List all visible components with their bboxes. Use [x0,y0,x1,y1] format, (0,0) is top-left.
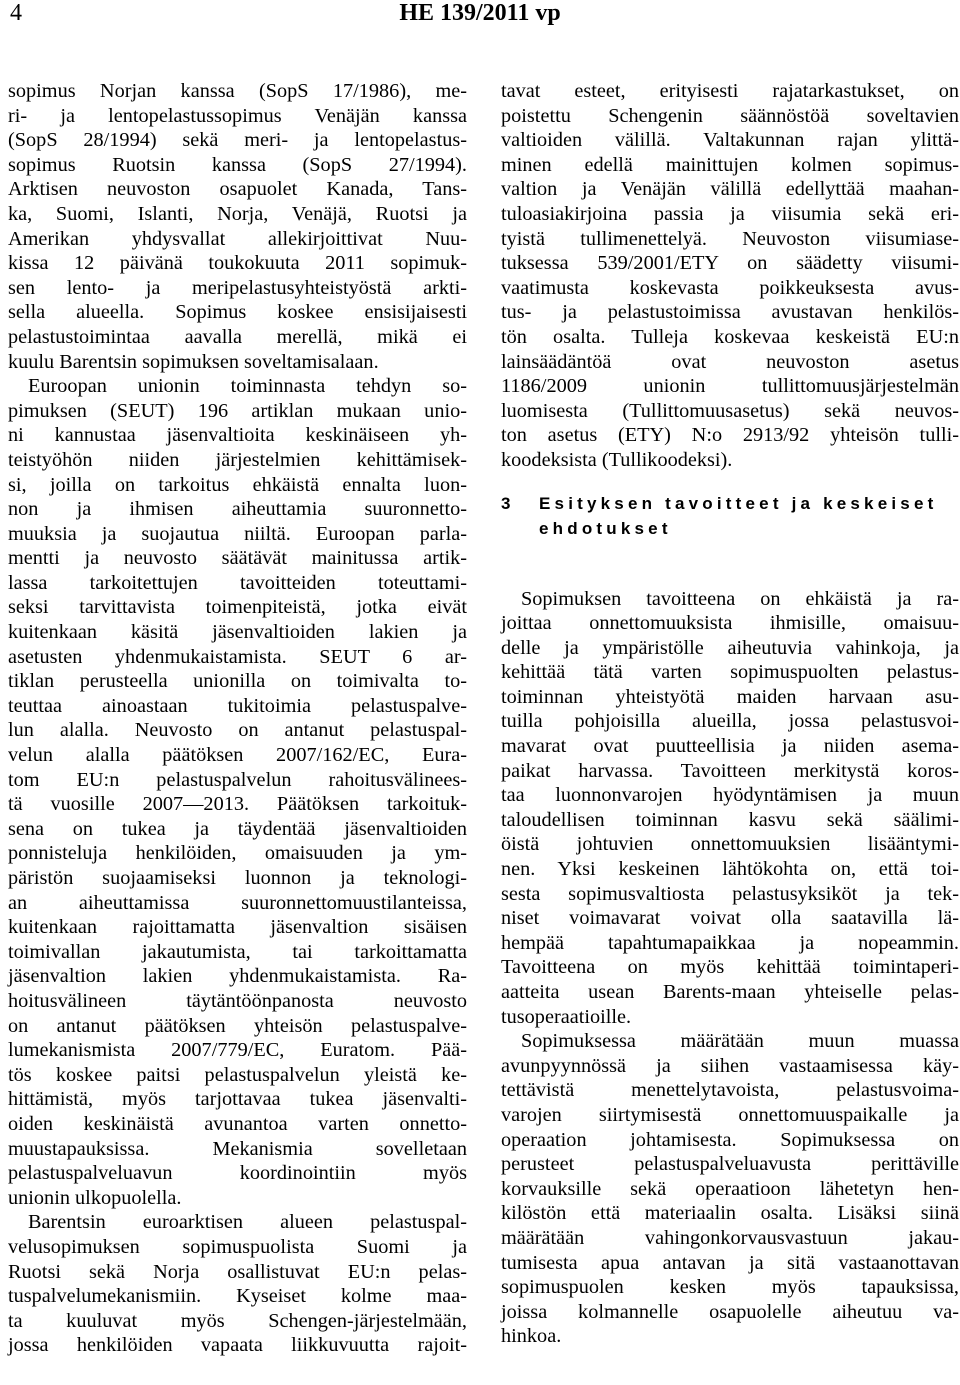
text-line: 1186/2009 unionin tullittomuusjärjestelmän [501,375,959,398]
right-paragraph-2 [501,587,959,1030]
text-line: taloudellisen toiminnan kasvu sekä säälimi- [501,808,959,831]
text-line: korvauksille sekä operaatioon lähetetyn hen- [501,1177,959,1200]
text-line: kissa 12 päivänä toukokuuta 2011 sopimuk- [8,252,467,275]
text-line: si, joilla on tarkoitus ehkäistä ennalta luon- [8,473,467,496]
left-column [8,79,467,1358]
section-title-line-1: Esityksen tavoitteet ja keskeiset [539,493,938,513]
text-line: teuttaa ainoastaan tukitoimia pelastuspalve- [8,694,467,717]
text-line: on antanut päätöksen yhteisön pelastuspalve- [8,1014,467,1037]
text-line: tom EU:n pelastuspalvelun rahoitusvälinees- [8,768,467,791]
text-line: niset voimavarat voivat olla saatavilla lä- [501,907,959,930]
text-line: kuulu Barentsin sopimuksen soveltamisalaan. [8,350,379,373]
text-line: mavarat ovat puutteellisia ja niiden asema- [501,735,959,758]
text-line: ni kannustaa jäsenvaltioita keskinäiseen yh- [8,424,467,447]
text-line: poistettu Schengenin säännöstöä soveltavien [501,104,959,127]
text-line: sopimus Norjan kanssa (SopS 17/1986), me- [8,80,467,102]
text-line: ka, Suomi, Islanti, Norja, Venäjä, Ruotsi ja [8,202,467,225]
text-line: valtioiden välillä. Valtakunnan rajan ylittä- [501,129,959,152]
text-line: nen. Yksi keskeinen lähtökohta on, että toi- [501,858,959,881]
text-line: tös koskee paitsi pelastuspalvelun yleistä ke- [8,1063,467,1086]
section-title-line-2: ehdotukset [539,518,672,538]
text-line: sopimus Ruotsin kanssa (SopS 27/1994). [8,153,467,176]
text-line: ta kuuluvat myös Schengen-järjestelmään, [8,1309,467,1332]
text-line: teistyöhön niiden järjestelmien kehittämisek- [8,448,467,471]
text-line: ri- ja lentopelastussopimus Venäjän kanssa [8,104,467,127]
text-line: sopimuspuolen kesken myös tapauksissa, [501,1276,959,1299]
text-line: delle ja ympäristölle aiheutuvia vahinkoja, ja [501,636,959,659]
right-paragraph-3 [501,1029,959,1349]
text-line: toimivallan jakautumista, tai tarkoittamatta [8,940,467,963]
text-line: hittämistä, myös tarjottavaa tukea jäsenvalti- [8,1088,467,1111]
text-line: toiminnan yhteistyötä maiden harvaan asu- [501,685,959,708]
text-line: ton asetus (ETY) N:o 2913/92 yhteisön tulli- [501,424,959,447]
text-line: ponnisteluja henkilöiden, omaisuuden ja ym- [8,842,467,865]
text-line: sena on tukea ja täydentää jäsenvaltioiden [8,817,467,840]
text-line: lun alalla. Neuvosto on antanut pelastuspal- [8,719,467,742]
text-line: sella alueella. Sopimus koskee ensisijaisesti [8,301,467,324]
text-line: pelastuspalveluavun koordinointiin myös [8,1162,467,1185]
text-line: tumisesta apua antavan ja sitä vastaanottavan [501,1251,959,1274]
text-line: aatteita usean Barents-maan yhteiselle pelas- [501,981,959,1003]
text-line: tuloasiakirjoina passia ja viisumia sekä eri- [501,202,959,225]
text-line: kuitenkaan käsitä jäsenvaltioiden lakien ja [8,621,467,644]
left-column-text [8,79,467,1358]
text-line: koodeksista (Tullikoodeksi). [501,448,733,471]
text-line: pimuksen (SEUT) 196 artiklan mukaan unio- [8,399,467,422]
text-line: Amerikan yhdysvallat allekirjoittivat Nuu- [8,227,467,250]
text-line: tuspalvelumekanismiin. Kyseiset kolme maa- [8,1285,467,1308]
text-line: lassa tarkoitettujen tavoitteiden toteuttami- [8,571,467,594]
text-line: jäsenvaltion lakien yhdenmukaistamista. Ra- [8,965,467,988]
section-number: 3 [501,493,511,513]
text-line: tus- ja pelastustoimissa avustavan henkilös- [501,301,959,324]
text-line: kilöstön että materiaalin osalta. Lisäksi siinä [501,1202,959,1225]
text-line: tettävistä menettelytavoista, pelastusvoima- [501,1079,959,1102]
text-line: Tavoitteena on myös kehittää toimintaperi- [501,956,959,979]
text-line: tavat esteet, erityisesti rajatarkastukset, on [501,80,959,102]
page-number: 4 [10,0,22,26]
text-line: perusteet pelastuspalveluavusta perittäville [501,1153,959,1176]
text-line: joittaa onnettomuuksista ihmisille, omaisuu- [501,612,959,635]
text-line: non ja ihmisen aiheuttamia suuronnetto- [8,498,467,521]
text-line: tuilla pohjoisilla alueilla, jossa pelastusvoi- [501,710,959,733]
right-paragraph-1 [501,79,959,473]
text-line: minen edellä mainittujen kolmen sopimus- [501,153,959,176]
right-column [501,79,959,1349]
text-line: varojen siirtymisestä onnettomuuspaikalle ja [501,1103,959,1126]
text-line: oiden keskinäistä avunantoa varten onnetto- [8,1112,467,1135]
text-line: paikat harvassa. Tavoitteen merkitystä koros- [501,759,959,782]
text-line: tä vuosille 2007—2013. Päätöksen tarkoituk- [8,793,467,816]
text-line: tuksessa 539/2001/ETY on säädetty viisumi- [501,252,959,275]
text-line: jossa henkilöiden vapaata liikkuvuutta rajoit- [8,1334,467,1357]
text-line: Barentsin euroarktisen alueen pelastuspal- [28,1211,467,1234]
text-line: Arktisen neuvoston osapuolet Kanada, Tans- [8,178,467,201]
text-line: sesta sopimusvaltiosta pelastusyksiköt ja tek- [501,882,959,905]
text-line: lainsäädäntöä ovat neuvoston asetus [501,350,959,373]
text-line: kuitenkaan rajoittamatta jäsenvaltion sisäisen [8,916,467,939]
text-line: pelastustoimintaa aavalla merellä, mikä ei [8,325,467,348]
document-id: HE 139/2011 vp [399,0,561,26]
text-line: Sopimuksen tavoitteena on ehkäistä ja ra- [521,587,959,610]
text-line: päristön suojaamiseksi luonnon ja teknologi- [8,867,467,889]
text-line: (SopS 28/1994) sekä meri- ja lentopelastus- [8,129,467,152]
text-line: tiklan perusteella unionilla on toimivalta to- [8,670,467,693]
text-line: mentti ja neuvosto säätävät mainitussa artik- [8,547,467,570]
text-line: seksi tarvittavista toimenpiteistä, jotka eivät [8,596,467,619]
text-line: an aiheuttamissa suuronnettomuustilanteissa, [8,891,467,914]
text-line: tön osalta. Tulleja koskevaa keskeistä EU:n [501,325,959,348]
text-line: öistä johtuvien onnettomuuksien lisääntymi- [501,833,959,856]
text-line: lumekanismista 2007/779/EC, Euratom. Pää- [8,1039,467,1062]
text-line: vaatimusta koskevasta poikkeuksesta avus- [501,276,959,299]
text-line: Euroopan unionin toiminnasta tehdyn so- [28,375,467,398]
text-line: taa luonnonvarojen hyödyntämisen ja muun [501,784,959,807]
text-line: tusoperaatioille. [501,1005,632,1028]
text-line: hinkoa. [501,1325,562,1348]
text-line: valtion ja Venäjän välillä edellyttää maahan- [501,178,959,201]
text-line: operaation johtamisesta. Sopimuksessa on [501,1128,959,1151]
text-line: kehittää tätä varten sopimuspuolten pelastus- [501,661,959,684]
text-line: velun alalla päätöksen 2007/162/EC, Eura- [8,744,467,767]
text-line: määrätään vahingonkorvausvastuun jakau- [501,1226,959,1249]
text-line: avunpyynnössä ja siihen vastaamisessa käy- [501,1054,959,1077]
text-line: Sopimuksessa määrätään muun muassa [521,1030,959,1053]
text-line: sen lento- ja meripelastusyhteistyöstä arkti- [8,276,467,299]
text-line: unionin ulkopuolella. [8,1186,182,1209]
text-line: Ruotsi sekä Norja osallistuvat EU:n pelas- [8,1260,467,1283]
text-line: velusopimuksen sopimuspuolista Suomi ja [8,1235,467,1258]
text-line: joissa kolmannelle osapuolelle aiheutuu va- [501,1300,959,1323]
text-line: tyistä tullimenettelyä. Neuvoston viisumiase- [501,227,959,250]
text-line: hoitusvälineen täytäntöönpanosta neuvosto [8,989,467,1012]
text-line: asetusten yhdenmukaistamista. SEUT 6 ar- [8,645,467,668]
text-line: muuksia ja suojautua niiltä. Euroopan parla- [8,522,467,545]
text-line: luomisesta (Tullittomuusasetus) sekä neuvos- [501,399,959,422]
section-heading [501,491,959,541]
text-line: muustapauksissa. Mekanismia sovelletaan [8,1137,467,1160]
text-line: hempää tapahtumapaikkaa ja nopeammin. [501,931,959,954]
